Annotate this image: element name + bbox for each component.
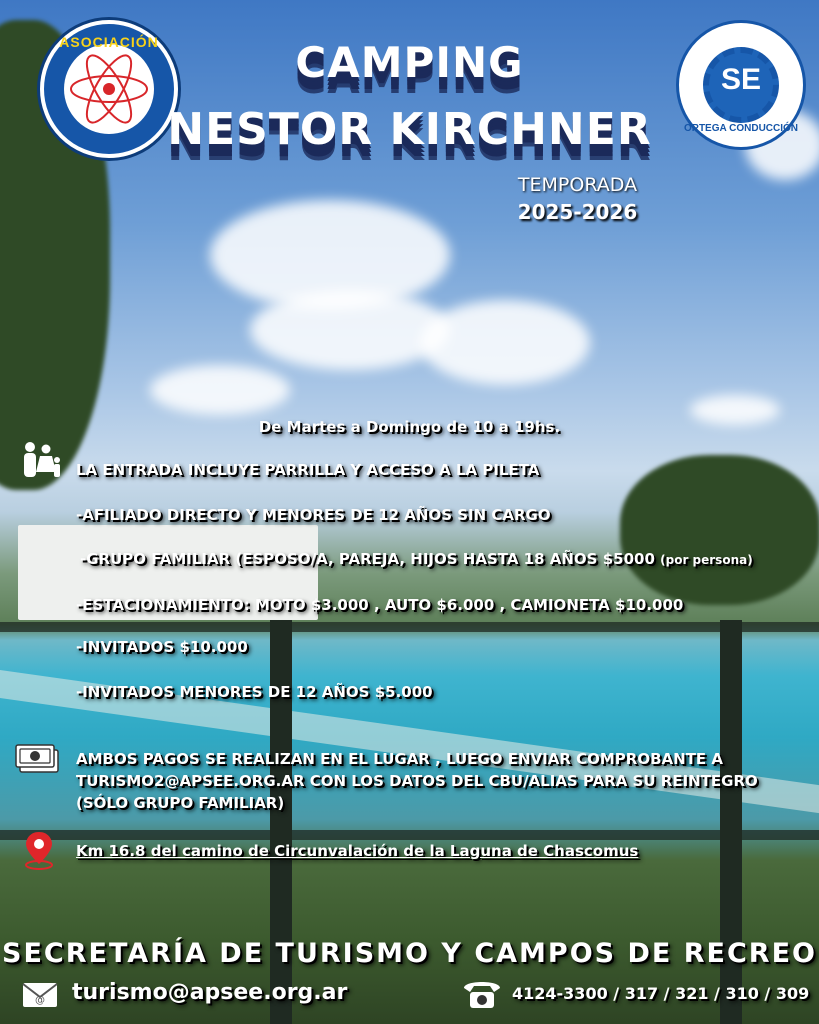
payment-info [76, 748, 816, 814]
payment-line-2: TURISMO2@APSEE.ORG.AR CON LOS DATOS DEL CBU/ALIAS PARA SU REINTEGRO [76, 772, 758, 790]
phone-icon [460, 976, 504, 1012]
title-line-2: NESTOR KIRCHNER [167, 104, 652, 155]
footer-email: turismo@apsee.org.ar [72, 980, 348, 1005]
location-pin-icon [22, 830, 56, 870]
location-text: Km 16.8 del camino de Circunvalación de la Laguna de Chascomus [76, 842, 639, 860]
fence-rail [0, 830, 819, 840]
footer-title: SECRETARÍA DE TURISMO Y CAMPOS DE RECREO [2, 938, 817, 969]
money-icon [14, 742, 60, 776]
logo-center-text: SE [720, 63, 762, 96]
schedule-text: De Martes a Domingo de 10 a 19hs. [258, 418, 561, 436]
payment-line-1: AMBOS PAGOS SE REALIZAN EN EL LUGAR , LUEGO ENVIAR COMPROBANTE A [76, 750, 723, 768]
cloud [420, 300, 590, 385]
logo-ring-text: ASOCIACIÓN [59, 34, 159, 50]
cloud [150, 365, 290, 415]
entry-item-grupo-familiar [80, 550, 753, 568]
cloud [250, 290, 450, 370]
entry-item-afiliado: -AFILIADO DIRECTO Y MENORES DE 12 AÑOS SIN CARGO [76, 506, 551, 524]
entry-main: LA ENTRADA INCLUYE PARRILLA Y ACCESO A LA PILETA [76, 461, 540, 479]
season-years: 2025-2026 [517, 200, 638, 224]
tree [620, 455, 819, 605]
entry-item-invitados-menores: -INVITADOS MENORES DE 12 AÑOS $5.000 [76, 683, 433, 701]
svg-text:@: @ [35, 995, 45, 1006]
payment-line-3: (SÓLO GRUPO FAMILIAR) [76, 794, 285, 812]
fence-rail [0, 622, 819, 632]
email-icon [22, 982, 58, 1008]
title-line-1: CAMPING [295, 38, 524, 87]
entry-item-grupo-familiar-text: -GRUPO FAMILIAR (ESPOSO/A, PAREJA, HIJOS HASTA 18 AÑOS $5000 [80, 550, 655, 568]
entry-item-invitados: -INVITADOS $10.000 [76, 638, 248, 656]
per-person-note: (por persona) [660, 553, 753, 567]
entry-item-estacionamiento: -ESTACIONAMIENTO: MOTO $3.000 , AUTO $6.000 , CAMIONETA $10.000 [76, 596, 684, 614]
season-label: TEMPORADA [517, 174, 638, 196]
logo-bottom-text: ORTEGA CONDUCCIÓN [683, 123, 799, 134]
family-icon [18, 440, 62, 480]
footer-phone: 4124-3300 / 317 / 321 / 310 / 309 [512, 984, 810, 1003]
